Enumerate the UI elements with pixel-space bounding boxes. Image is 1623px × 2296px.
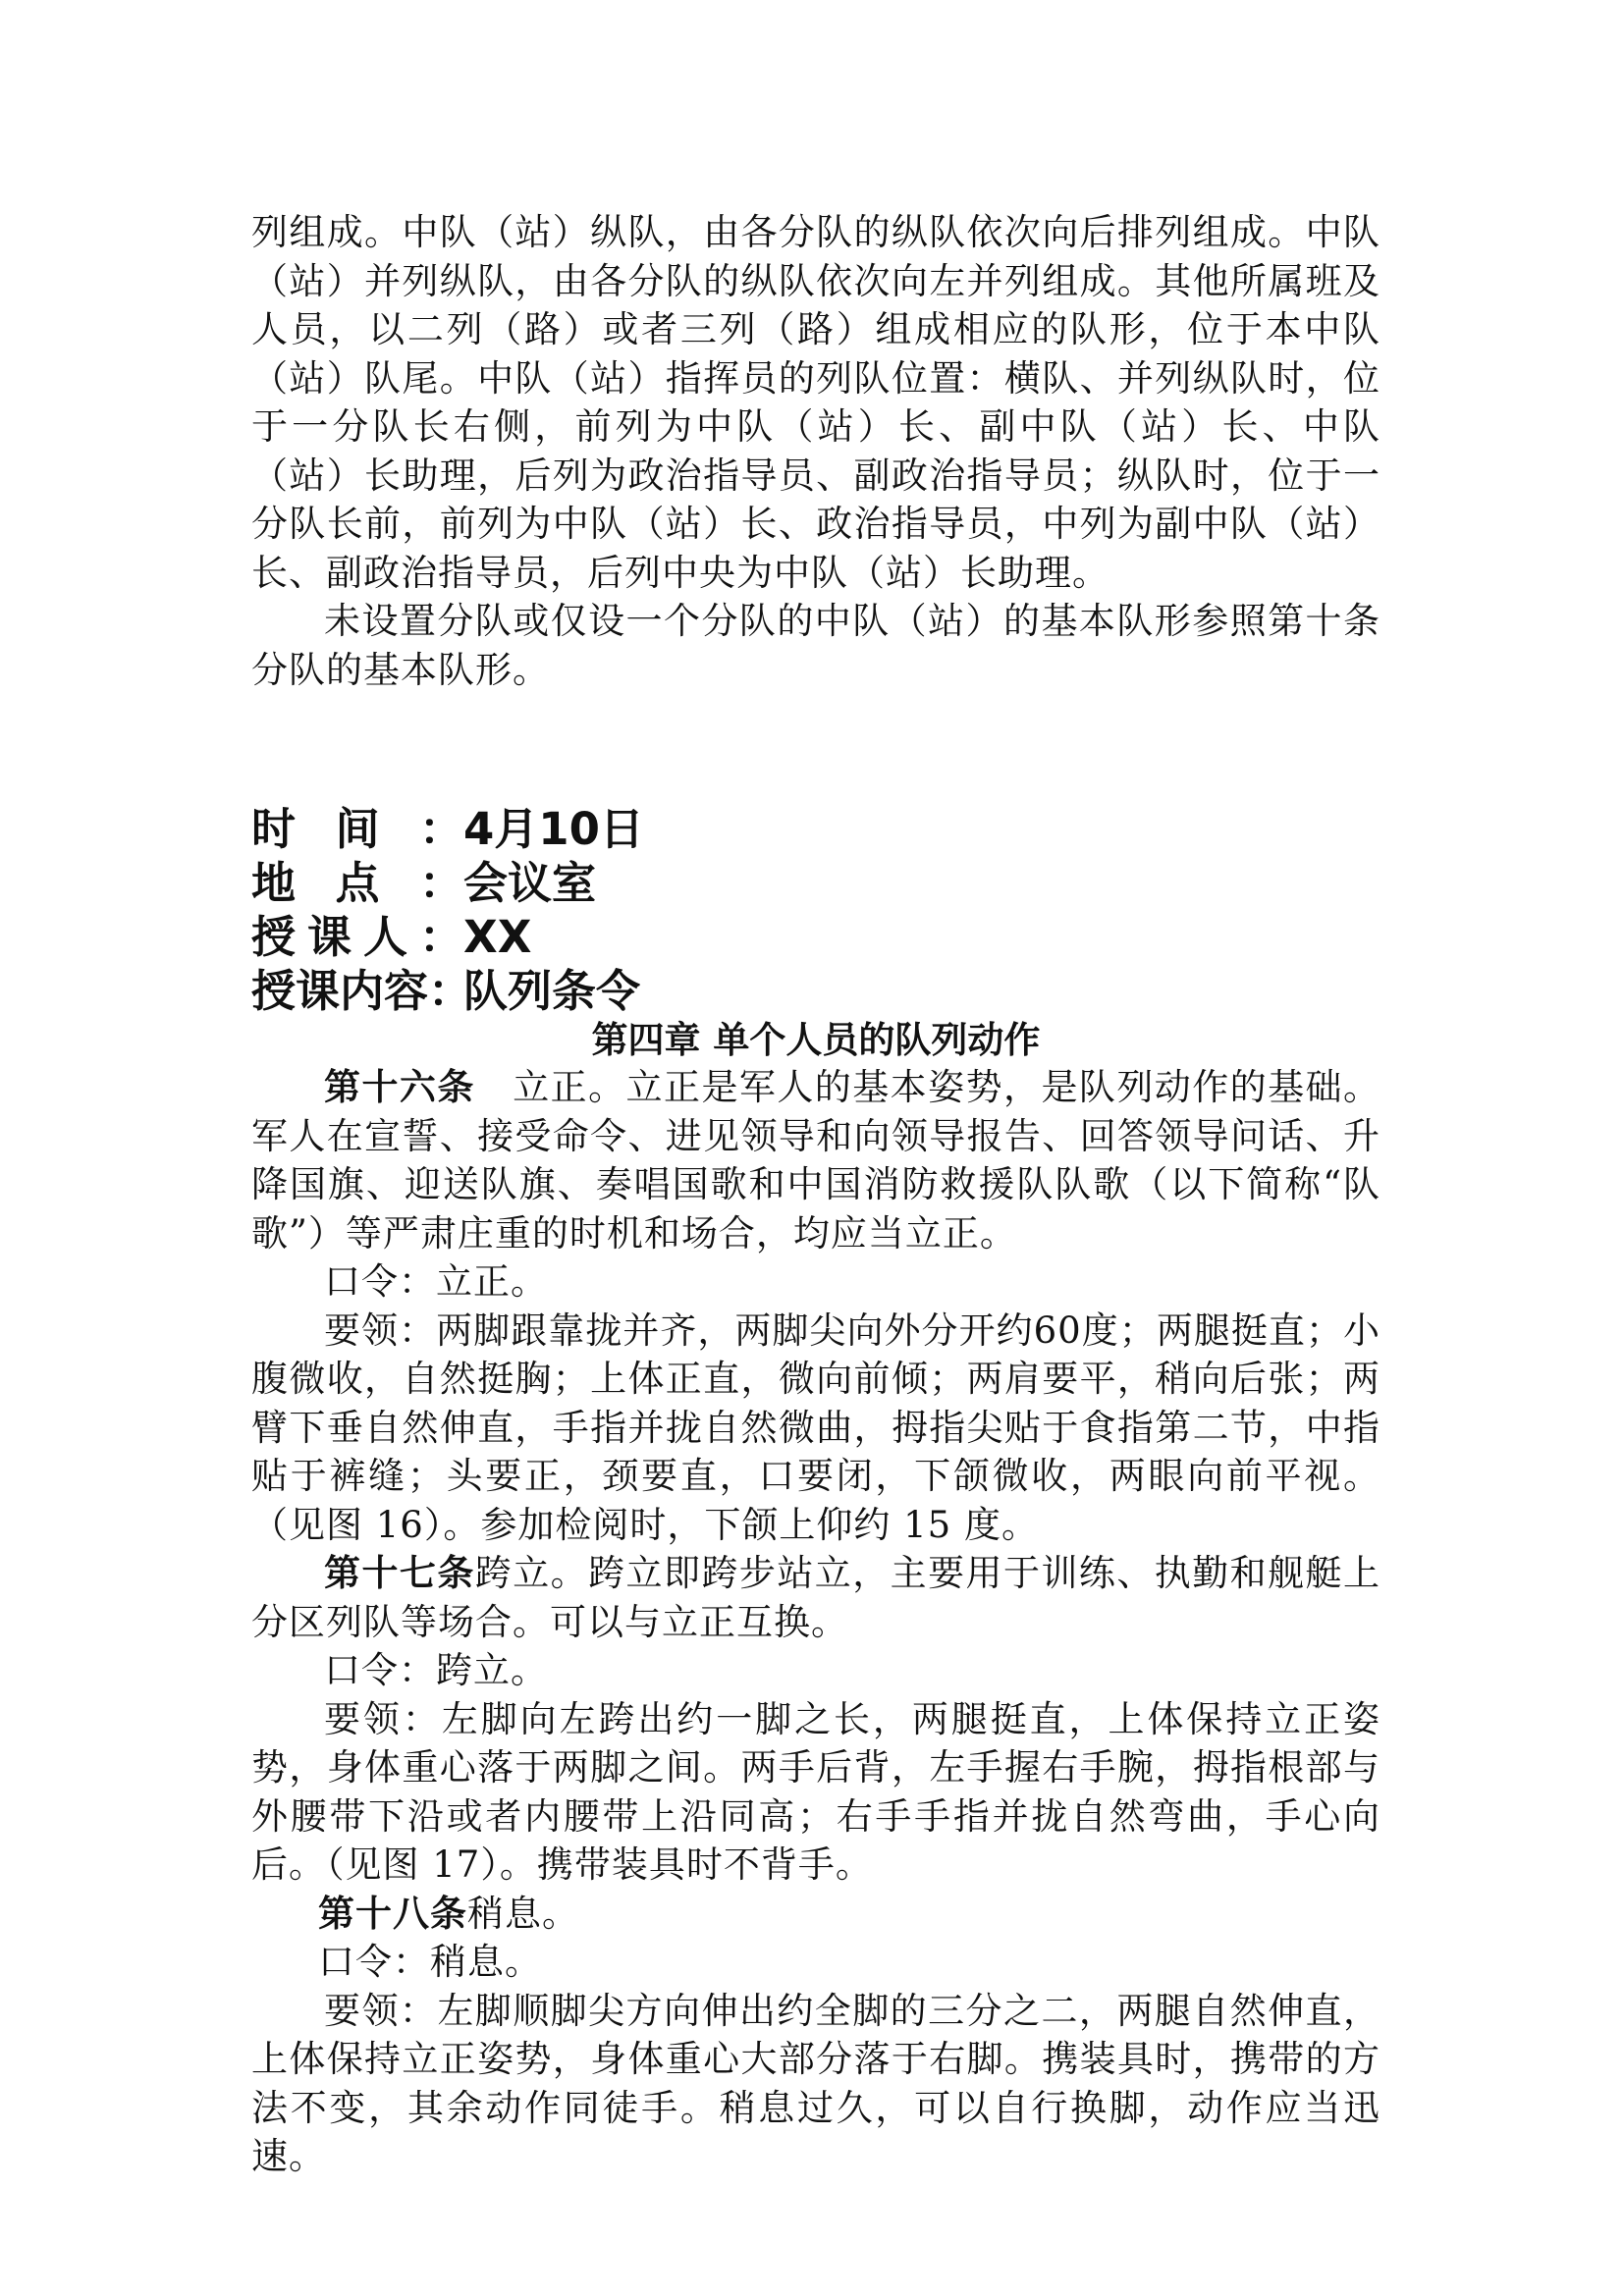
section-gap (251, 694, 1380, 802)
chapter-title: 第四章 单个人员的队列动作 (591, 1019, 1041, 1061)
article-17-command: 口令：跨立。 (324, 1649, 548, 1691)
article-16-title: 第十六条 (324, 1066, 475, 1108)
info-content-label: 授课内容： (251, 965, 473, 1017)
intro-paragraph-note: 未设置分队或仅设一个分队的中队（站）的基本队形参照第十条分队的基本队形。 (251, 600, 1380, 691)
info-time (251, 802, 1380, 856)
info-content-value: 队列条令 (463, 965, 641, 1017)
info-place (251, 856, 1380, 910)
info-time-value: 4月10日 (463, 803, 644, 855)
article-17-essentials: 要领：左脚向左跨出约一脚之长，两腿挺直，上体保持立正姿势，身体重心落于两脚之间。两手后背，左手握右手腕，拇指根部与外腰带下沿或者内腰带上沿同高；右手手指并拢自然弯曲，手心向后。（见图 17）。携带装具时不背手。 (251, 1697, 1380, 1886)
lesson-info (251, 802, 1380, 1018)
info-teacher (251, 910, 1380, 964)
document-page (251, 208, 1380, 2181)
article-18-essentials: 要领：左脚顺脚尖方向伸出约全脚的三分之二，两腿自然伸直，上体保持立正姿势，身体重心大部分落于右脚。携装具时，携带的方法不变，其余动作同徒手。稍息过久，可以自行换脚，动作应当迅速。 (251, 1989, 1380, 2177)
info-place-label: 地点： (251, 857, 463, 909)
info-content (251, 964, 1380, 1018)
info-time-label: 时间： (251, 803, 463, 855)
article-17-text: 跨立。跨立即跨步站立，主要用于训练、执勤和舰艇上分区列队等场合。可以与立正互换。 (251, 1552, 1381, 1643)
article-18-title: 第十八条 (318, 1892, 467, 1935)
article-16-text: 立正。立正是军人的基本姿势，是队列动作的基础。军人在宣誓、接受命令、进见领导和向领导报告、回答领导问话、升降国旗、迎送队旗、奏唱国歌和中国消防救援队队歌（以下简称“队歌”）等严肃庄重的时机和场合，均应当立正。 (251, 1066, 1381, 1255)
article-18 (251, 1890, 1380, 1939)
info-place-value: 会议室 (463, 857, 597, 909)
info-teacher-label: 授课人： (251, 911, 463, 963)
article-16-command: 口令：立正。 (324, 1260, 548, 1303)
article-16 (251, 1063, 1380, 1257)
info-teacher-value: XX (463, 911, 532, 963)
article-16-essentials: 要领：两脚跟靠拢并齐，两脚尖向外分开约60度；两腿挺直；小腹微收，自然挺胸；上体正直，微向前倾；两肩要平，稍向后张；两臂下垂自然伸直，手指并拢自然微曲，拇指尖贴于食指第二节，中指贴于裤缝；头要正，颈要直，口要闭，下颌微收，两眼向前平视。（见图 16）。参加检阅时，下颌上仰约 15 度。 (251, 1308, 1380, 1546)
article-18-text: 稍息。 (467, 1892, 579, 1935)
article-17-title: 第十七条 (324, 1552, 475, 1594)
article-17 (251, 1549, 1380, 1646)
intro-paragraph: 列组成。中队（站）纵队，由各分队的纵队依次向后排列组成。中队（站）并列纵队，由各分队的纵队依次向左并列组成。其他所属班及人员，以二列（路）或者三列（路）组成相应的队形，位于本中队（站）队尾。中队（站）指挥员的列队位置：横队、并列纵队时，位于一分队长右侧，前列为中队（站）长、副中队（站）长、中队（站）长助理，后列为政治指导员、副政治指导员；纵队时，位于一分队长前，前列为中队（站）长、政治指导员，中列为副中队（站）长、副政治指导员，后列中央为中队（站）长助理。 (251, 211, 1380, 594)
article-18-command: 口令：稍息。 (318, 1941, 542, 1983)
